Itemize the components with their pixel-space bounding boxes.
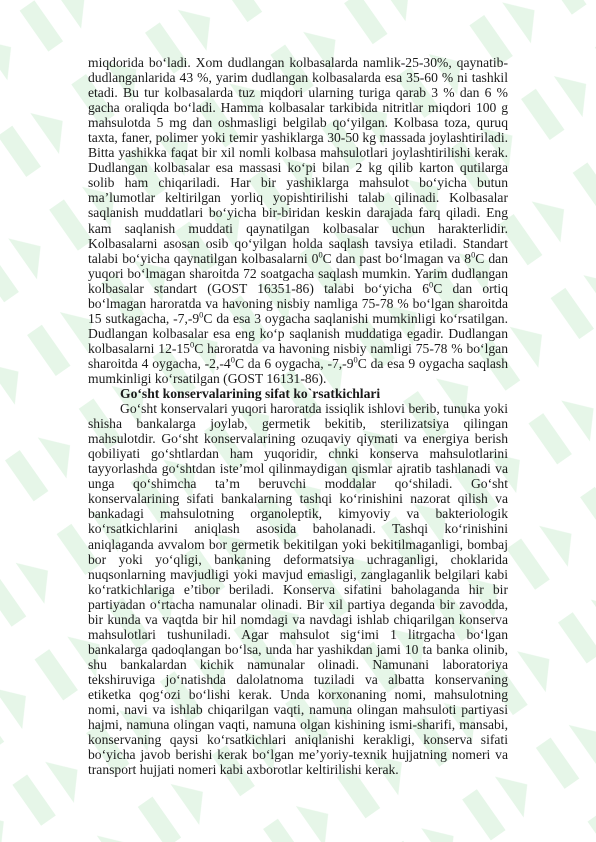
paragraph-meat-conserves: Go‘sht konservalari yuqori haroratda issiqlik ishlovi berib, tunuka yoki shisha bankalarga joylab, germetik bekitib, sterilizatsiya qilingan mahsulotdir. Go‘sht konservalarining ozuqaviy qiymati va energiya berish qobiliyati go‘shtlardan ham yuqoridir, chnki konserva mahsulotlarini tayyorlashda go‘shtdan iste’mol qilinmaydigan qismlar ajratib tashlanadi va unga qo‘shimcha ta’m beruvchi moddalar qo‘shiladi. Go‘sht konservalarining sifati bankalarning tashqi ko‘rinishini nazorat qilish va bankadagi mahsulotning organoleptik, kimyoviy va bakteriologik ko‘rsatkichlarini aniqlash asosida baholanadi. Tashqi ko‘rinishini aniqlaganda avvalom bor germetik bekitilgan yoki bekitilmaganligi, bombaj bor yoki yo‘qligi, bankaning deformatsiya uchraganligi, choklarida nuqsonlarning mavjudligi yoki mavjud emasligi, zanglaganlik belgilari kabi ko‘ratkichlariga e’tibor beriladi. Konserva sifatini baholaganda hir bir partiyadan o‘rtacha namunalar olinadi. Bir xil partiya deganda bir zavodda, bir kunda va vaqtda bir hil nomdagi va navdagi ishlab chiqarilgan konserva mahsulotlari tushuniladi. Agar mahsulot sig‘imi 1 litrgacha bo‘lgan bankalarga qadoqlangan bo‘lsa, unda har yashikdan jami 10 ta banka olinib, shu bankalardan kichik namunalar olinadi. Namunani laboratoriya tekshiruviga jo‘natishda dalolatnoma tuziladi va albatta konservaning etiketka qog‘ozi bo‘lishi kerak. Unda korxonaning nomi, mahsulotning nomi, navi va ishlab chiqarilgan vaqti, namuna olingan mahsuloti partiyasi hajmi, namuna olingan vaqti, namuna olgan kishining ismi-sharifi, mansabi, konservaning qaysi ko‘rsatkichlari aniqlanishi kerakligi, konserva sifati bo‘yicha javob berishi kerak bo‘lgan me’yoriy-texnik hujjatning nomeri va transport hujjati nomeri kabi axborotlar keltirilishi kerak.: [88, 401, 508, 778]
paragraph-kolbasa-storage: miqdorida bo‘ladi. Xom dudlangan kolbasalarda namlik-25-30%, qaynatib-dudlanganlarida 43 %, yarim dudlangan kolbasalarda esa 35-60 % ni tashkil etadi. Bu tur kolbasalarda tuz miqdori ularning turiga qarab 3 % dan 6 % gacha oraliqda bo‘ladi. Hamma kolbasalar tarkibida nitritlar miqdori 100 g mahsulotda 5 mg dan oshmasligi belgilab qo‘yilgan. Kolbasa toza, quruq taxta, faner, polimer yoki temir yashiklarga 30-50 kg massada joylashtiriladi. Bitta yashikka faqat bir xil nomli kolbasa mahsulotlari joylashtirilishi kerak. Dudlangan kolbasalar esa massasi ko‘pi bilan 2 kg qilib karton qutilarga solib ham chiqariladi. Har bir yashiklarga mahsulot bo‘yicha butun ma’lumotlar keltirilgan yorliq yopishtirilishi talab qilinadi. Kolbasalar saqlanish muddatlari bo‘yicha bir-biridan keskin darajada farq qiladi. Eng kam saqlanish muddati qaynatilgan kolbasalar uchun harakterlidir. Kolbasalarni asosan osib qo‘yilgan holda saqlash tavsiya etiladi. Standart talabi bo‘yicha qaynatilgan kolbasalarni $0^0C$ dan past bo‘lmagan va $8^0C$ dan yuqori bo‘lmagan sharoitda 72 soatgacha saqlash mumkin. Yarim dudlangan kolbasalar standart (GOST 16351-86) talabi bo‘yicha $6^0C$ dan ortiq bo‘lmagan haroratda va havoning nisbiy namliga 75-78 % bo‘lgan sharoitda 15 sutkagacha, $-7,-9^0C$ da esa 3 oygacha saqlanishi mumkinligi ko‘rsatilgan. Dudlangan kolbasalar esa eng ko‘p saqlanish muddatiga egadir. Dudlangan kolbasalarni $12-15^0C$ haroratda va havoning nisbiy namligi 75-78 % bo‘lgan sharoitda 4 oygacha, $-2,-4^0C$ da 6 oygacha, $-7,-9^0C$ da esa 9 oygacha saqlash mumkinligi ko‘rsatilgan (GOST 16131-86).: [88, 55, 509, 386]
document-body: [88, 55, 508, 777]
section-heading: Go‘sht konservalarining sifat ko`rsatkichlari: [120, 386, 381, 402]
